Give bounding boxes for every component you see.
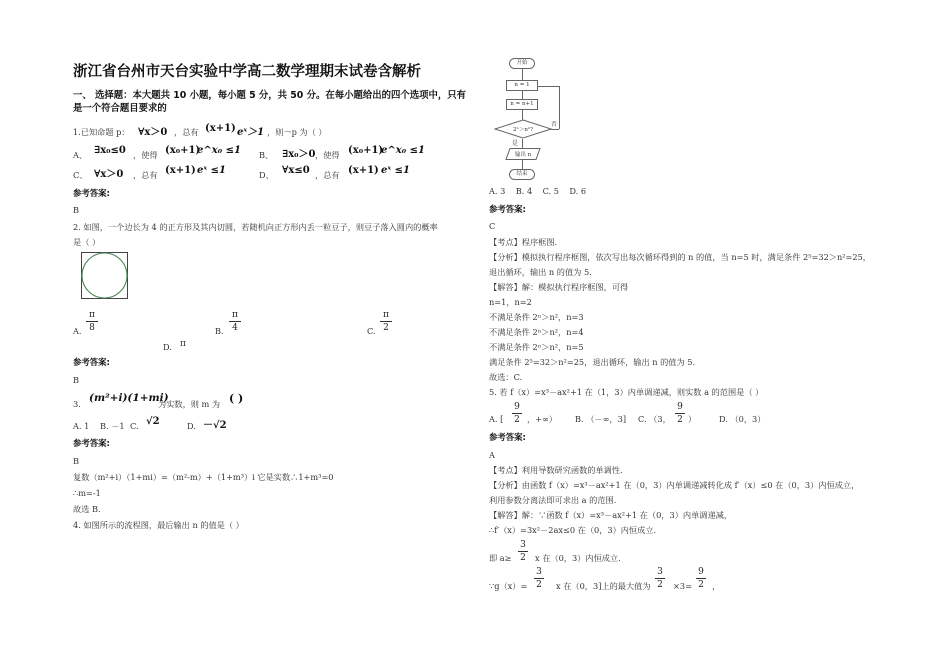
q1-optB-mid: ，使得 bbox=[315, 150, 340, 160]
q1-stem-end: ，则￢p 为（ ） bbox=[267, 127, 327, 137]
q1-optB-sym: ∃x₀＞0 bbox=[282, 149, 316, 160]
q5-optC-den: 2 bbox=[677, 415, 683, 425]
q5-line-5: ∴f′（x）=3x²－2ax≤0 在（0，3）内恒成立. bbox=[489, 525, 657, 535]
q2-optA-label: A. bbox=[73, 326, 82, 336]
q3-optD-label: D. bbox=[187, 421, 196, 431]
q3-solution-3: 故选 B. bbox=[73, 504, 101, 514]
flowchart-yes-label: 是 bbox=[511, 140, 518, 147]
q3-optB: B. －1 bbox=[100, 421, 125, 431]
flowchart-end: 结束 bbox=[509, 169, 535, 180]
q4-line-1: 【考点】程序框图. bbox=[489, 237, 558, 247]
q5-optA-den: 2 bbox=[514, 415, 520, 425]
q3-solution-2: ∴m=-1 bbox=[73, 488, 101, 498]
q2-optB-num: π bbox=[232, 310, 238, 320]
q1-optD-mid: ，总有 bbox=[315, 170, 340, 180]
q5-optD: D. （0，3） bbox=[719, 414, 766, 424]
flowchart-init-n1: n = 1 bbox=[506, 80, 538, 91]
q5-optC-frac bbox=[675, 402, 685, 425]
flow-arrow bbox=[522, 91, 523, 99]
flow-arrow bbox=[522, 160, 523, 169]
q3-answer: B bbox=[73, 456, 80, 466]
q1-optC-expr: (x+1) bbox=[165, 165, 196, 176]
page-title: 浙江省台州市天台实验中学高二数学理期末试卷含解析 bbox=[73, 64, 421, 80]
q4-line-10: 故选：C. bbox=[489, 372, 523, 382]
q5-answer: A bbox=[489, 450, 495, 460]
q5-line-7-den3: 2 bbox=[698, 580, 704, 590]
q5-answer-label: 参考答案: bbox=[489, 432, 526, 442]
q3-solution-1: 复数（m²+i）（1+mi）=（m²-m）+（1+m³）i 它是实数∴1+m³=0 bbox=[73, 472, 334, 482]
q2-optC-label: C. bbox=[367, 326, 376, 336]
q5-line-7-num1: 3 bbox=[536, 567, 542, 577]
q1-answer-label: 参考答案: bbox=[73, 188, 110, 198]
q5-line-7-den2: 2 bbox=[657, 580, 663, 590]
q2-answer: B bbox=[73, 375, 80, 385]
q3-optD-val: －√2 bbox=[203, 420, 227, 431]
q1-expr: (x+1) bbox=[205, 123, 236, 134]
section-heading-cont: 是一个符合题目要求的 bbox=[73, 103, 167, 114]
q3-answer-label: 参考答案: bbox=[73, 438, 110, 448]
q2-optC-num: π bbox=[383, 310, 389, 320]
q2-optB-frac bbox=[229, 310, 241, 333]
q1-optB-label: B、 bbox=[259, 150, 274, 160]
q3-optC-val: √2 bbox=[146, 416, 160, 427]
q1-optA-ineq: e^x₀ ≤1 bbox=[197, 145, 241, 156]
q5-line-6-pre: 即 a≥ bbox=[489, 553, 512, 563]
q5-optA-num: 9 bbox=[514, 402, 520, 412]
flowchart-start: 开始 bbox=[509, 58, 535, 69]
q5-line-7-frac-1 bbox=[534, 567, 544, 590]
q5-stem: 5. 若 f（x）=x³－ax²+1 在（1，3）内单调递减，则实数 a 的范围是（ ） bbox=[489, 387, 764, 397]
q2-answer-label: 参考答案: bbox=[73, 357, 110, 367]
q1-optC-ineq: eˣ ≤1 bbox=[197, 165, 226, 176]
q1-optB-expr: (x₀+1) bbox=[348, 145, 384, 156]
q5-line-6-den: 2 bbox=[520, 553, 526, 563]
q2-optD-val: π bbox=[180, 339, 186, 349]
q5-line-7-times: ×3= bbox=[673, 581, 692, 591]
q5-optB: B. （－∞，3] bbox=[575, 414, 627, 424]
q3-paren: ( ) bbox=[229, 392, 244, 405]
q2-optA-frac bbox=[86, 310, 98, 333]
section-heading: 一、 选择题：本大题共 10 小题，每小题 5 分，共 50 分。在每小题给出的四个选项中，只有 bbox=[73, 90, 466, 101]
flowchart-condition: 2ⁿ＞n²? bbox=[512, 127, 534, 133]
q1-optA-label: A、 bbox=[73, 150, 88, 160]
q1-optD-expr: (x+1) bbox=[348, 165, 379, 176]
q1-optB-ineq: e^x₀ ≤1 bbox=[381, 145, 425, 156]
q5-optA-pre: A. [ bbox=[489, 414, 504, 424]
q2-optB-label: B. bbox=[215, 326, 224, 336]
q4-answer: C bbox=[489, 221, 496, 231]
q5-line-6-post: x 在（0，3）内恒成立. bbox=[535, 553, 621, 563]
q4-line-7: 不满足条件 2ⁿ＞n²，n=4 bbox=[489, 327, 584, 337]
q5-line-7-den1: 2 bbox=[536, 580, 542, 590]
flow-arrow bbox=[522, 139, 523, 148]
q4-line-5: n=1，n=2 bbox=[489, 297, 532, 307]
q5-line-7-end: ， bbox=[712, 581, 721, 591]
q3-expr: (m²+i)(1+mi) bbox=[89, 392, 169, 404]
q2-optD-label: D. bbox=[163, 342, 172, 352]
q4-line-6: 不满足条件 2ⁿ＞n²，n=3 bbox=[489, 312, 584, 322]
q4-line-2: 【分析】模拟执行程序框图，依次写出每次循环得到的 n 的值，当 n=5 时，满足条件 2⁵=32＞n²=25， bbox=[489, 252, 871, 262]
q3-optA: A. 1 bbox=[73, 421, 90, 431]
flowchart-no-label: 否 bbox=[550, 121, 557, 128]
q3-num: 3. bbox=[73, 399, 81, 409]
q4-line-3: 退出循环，输出 n 的值为 5. bbox=[489, 267, 592, 277]
q1-optC-label: C、 bbox=[73, 170, 88, 180]
q5-optC-post: ） bbox=[688, 414, 697, 424]
q4-answer-label: 参考答案: bbox=[489, 204, 526, 214]
q1-optD-ineq: eˣ ≤1 bbox=[381, 165, 410, 176]
q1-answer: B bbox=[73, 205, 80, 215]
q3-stem-mid: 为实数，则 m 为 bbox=[158, 399, 221, 409]
q5-line-7-frac-2 bbox=[655, 567, 665, 590]
q5-line-7-mid: x 在（0，3]上的最大值为 bbox=[556, 581, 651, 591]
q2-stem-line2: 是（ ） bbox=[73, 237, 101, 247]
q5-optC-num: 9 bbox=[677, 402, 683, 412]
q5-line-7-pre: ∵g（x）= bbox=[489, 581, 528, 591]
q5-line-4: 【解答】解：∵函数 f（x）=x³－ax²+1 在（0，3）内单调递减， bbox=[489, 510, 733, 520]
q3-optC-label: C. bbox=[130, 421, 139, 431]
q5-line-6-num: 3 bbox=[520, 540, 526, 550]
q5-line-7-num3: 9 bbox=[698, 567, 704, 577]
flow-loop-line bbox=[551, 129, 559, 130]
q4-line-4: 【解答】解：模拟执行程序框图，可得 bbox=[489, 282, 629, 292]
q1-optA-mid: ，使得 bbox=[133, 150, 158, 160]
q5-optA-post: ，+∞） bbox=[527, 414, 558, 424]
square-with-inscribed-circle-figure bbox=[81, 252, 129, 300]
flow-arrow bbox=[522, 69, 523, 80]
q5-line-6-frac bbox=[518, 540, 528, 563]
q2-stem-line1: 2. 如图，一个边长为 4 的正方形及其内切圆，若随机向正方形内丢一粒豆子，则豆子落入圆内的概率 bbox=[73, 222, 438, 232]
q1-stem-mid: ，总有 bbox=[174, 127, 199, 137]
q2-optC-frac bbox=[380, 310, 392, 333]
q5-optC-pre: C. （3， bbox=[638, 414, 671, 424]
q1-stem: 1.已知命题 p： bbox=[73, 127, 130, 137]
q2-optB-den: 4 bbox=[232, 323, 238, 333]
q5-line-7-num2: 3 bbox=[657, 567, 663, 577]
q4-line-8: 不满足条件 2ⁿ＞n²，n=5 bbox=[489, 342, 584, 352]
q4-options: A. 3 B. 4 C. 5 D. 6 bbox=[489, 186, 587, 196]
q1-optC-mid: ，总有 bbox=[133, 170, 158, 180]
q1-optD-sym: ∀x≤0 bbox=[282, 165, 310, 176]
q1-optD-label: D、 bbox=[259, 170, 274, 180]
q5-optA-frac bbox=[512, 402, 522, 425]
q5-line-1: 【考点】利用导数研究函数的单调性. bbox=[489, 465, 623, 475]
q2-optC-den: 2 bbox=[383, 323, 389, 333]
q1-forall: ∀x＞0 bbox=[138, 127, 168, 138]
q2-optA-den: 8 bbox=[89, 323, 95, 333]
q1-optA-sym: ∃x₀≤0 bbox=[94, 145, 126, 156]
q5-line-3: 利用参数分离法即可求出 a 的范围. bbox=[489, 495, 617, 505]
q5-line-2: 【分析】由函数 f（x）=x³－ax²+1 在（0，3）内单调递减转化成 f′（x）≤0 在（0，3）内恒成立， bbox=[489, 480, 860, 490]
q1-optC-sym: ∀x＞0 bbox=[94, 169, 124, 180]
flowchart-output: 输出 n bbox=[514, 152, 532, 158]
q1-optA-expr: (x₀+1) bbox=[165, 145, 201, 156]
q4-stem: 4. 如图所示的流程图，最后输出 n 的值是（ ） bbox=[73, 520, 244, 530]
q5-line-7-frac-3 bbox=[696, 567, 706, 590]
flow-loop-line bbox=[538, 86, 559, 87]
flowchart-increment: n = n+1 bbox=[506, 99, 538, 110]
q2-optA-num: π bbox=[89, 310, 95, 320]
q4-line-9: 满足条件 2⁵=32＞n²=25，退出循环，输出 n 的值为 5. bbox=[489, 357, 696, 367]
q1-ineq: eˣ＞1 bbox=[237, 127, 265, 138]
